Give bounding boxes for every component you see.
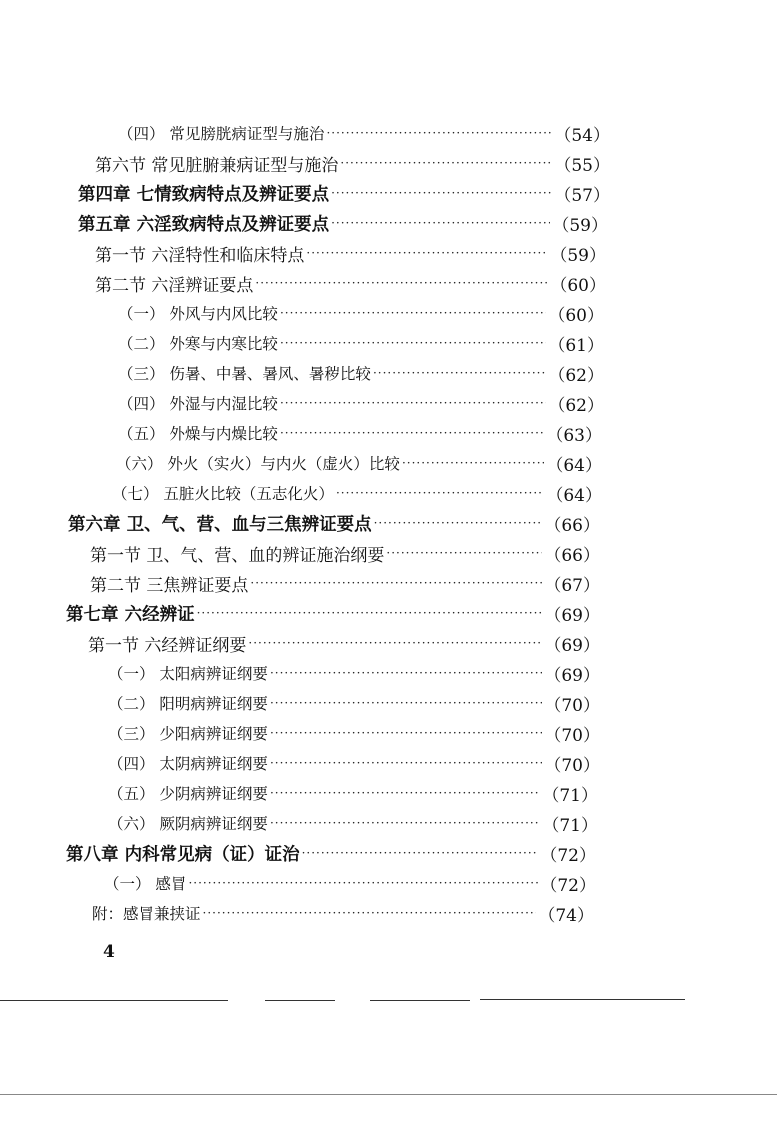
toc-entry-page: （62） [548, 365, 604, 386]
dot-leader [306, 245, 548, 261]
toc-entry-label: （二） 阳明病辨证纲要 [108, 695, 268, 713]
toc-entry-page: （72） [540, 875, 596, 896]
table-of-contents [0, 118, 777, 928]
dot-leader [255, 275, 548, 291]
toc-entry-label: （一） 感冒 [104, 875, 187, 893]
toc-entry [0, 718, 600, 748]
toc-entry-page: （60） [548, 305, 604, 326]
toc-entry [0, 208, 608, 238]
toc-entry [0, 148, 610, 178]
toc-entry-label: （五） 少阴病辨证纲要 [108, 785, 268, 803]
dot-leader [340, 155, 552, 171]
toc-entry [0, 748, 600, 778]
toc-entry-page: （70） [544, 725, 600, 746]
toc-entry-page: （55） [554, 155, 610, 176]
dot-leader [270, 665, 542, 681]
toc-entry-page: （66） [544, 545, 600, 566]
dot-leader [302, 845, 539, 861]
dot-leader [280, 335, 546, 351]
toc-entry [0, 808, 598, 838]
toc-entry [0, 628, 600, 658]
toc-entry-label: 第一节 卫、气、营、血的辨证施治纲要 [90, 545, 385, 566]
toc-entry-label: （五） 外燥与内燥比较 [118, 425, 278, 443]
toc-entry-label: 第七章 六经辨证 [66, 604, 195, 625]
scan-rule-1 [0, 1000, 228, 1001]
scan-rule-bottom [0, 1094, 777, 1095]
toc-entry-page: （71） [542, 815, 598, 836]
toc-entry-label: （二） 外寒与内寒比较 [118, 335, 278, 353]
dot-leader [331, 185, 552, 201]
dot-leader [374, 515, 543, 531]
toc-entry-label: （三） 伤暑、中暑、暑风、暑秽比较 [118, 365, 371, 383]
dot-leader [270, 815, 540, 831]
toc-entry-page: （69） [544, 665, 600, 686]
toc-entry-label: （四） 外湿与内湿比较 [118, 395, 278, 413]
dot-leader [386, 545, 542, 561]
toc-entry-page: （67） [544, 575, 600, 596]
toc-entry-page: （69） [544, 635, 600, 656]
toc-entry-page: （60） [550, 275, 606, 296]
toc-entry [0, 568, 600, 598]
dot-leader [203, 905, 537, 921]
toc-entry-label: 第六节 常见脏腑兼病证型与施治 [95, 155, 339, 176]
toc-entry [0, 238, 606, 268]
toc-entry-label: 第二节 六淫辨证要点 [95, 275, 254, 296]
toc-entry [0, 508, 600, 538]
toc-entry-page: （57） [554, 185, 610, 206]
toc-entry-page: （69） [544, 605, 600, 626]
scan-rule-3 [370, 1000, 470, 1001]
toc-entry [0, 448, 602, 478]
toc-entry-label: （一） 太阳病辨证纲要 [108, 665, 268, 683]
toc-entry [0, 268, 606, 298]
toc-entry-page: （64） [546, 485, 602, 506]
toc-entry-page: （59） [550, 245, 606, 266]
toc-entry [0, 658, 600, 688]
dot-leader [326, 125, 552, 141]
toc-entry-page: （70） [544, 755, 600, 776]
toc-entry [0, 118, 610, 148]
toc-entry [0, 418, 602, 448]
dot-leader [280, 425, 544, 441]
dot-leader [270, 695, 542, 711]
dot-leader [373, 365, 546, 381]
toc-entry-label: 第一节 六经辨证纲要 [88, 635, 247, 656]
toc-entry [0, 778, 598, 808]
toc-entry-label: （六） 外火（实火）与内火（虚火）比较 [116, 455, 400, 473]
dot-leader [402, 455, 544, 471]
toc-entry-page: （66） [544, 515, 600, 536]
toc-entry-label: （四） 太阴病辨证纲要 [108, 755, 268, 773]
dot-leader [336, 485, 544, 501]
toc-entry [0, 478, 602, 508]
toc-entry-label: （一） 外风与内风比较 [118, 305, 278, 323]
toc-entry [0, 868, 596, 898]
toc-entry-label: （六） 厥阴病辨证纲要 [108, 815, 268, 833]
dot-leader [188, 875, 538, 891]
toc-entry-page: （59） [552, 215, 608, 236]
toc-entry-label: 第六章 卫、气、营、血与三焦辨证要点 [68, 514, 372, 535]
toc-entry-label: （四） 常见膀胱病证型与施治 [118, 125, 325, 143]
toc-entry-label: 第八章 内科常见病（证）证治 [66, 844, 300, 865]
page-number: 4 [103, 942, 115, 962]
toc-entry-page: （54） [554, 125, 610, 146]
toc-entry-label: 附：感冒兼挟证 [92, 905, 201, 923]
toc-entry [0, 688, 600, 718]
toc-entry-label: 第二节 三焦辨证要点 [90, 575, 249, 596]
toc-entry-label: 第四章 七情致病特点及辨证要点 [78, 184, 330, 205]
toc-entry [0, 298, 604, 328]
toc-entry-page: （70） [544, 695, 600, 716]
scan-rule-2 [265, 1000, 335, 1001]
toc-entry-page: （72） [540, 845, 596, 866]
scan-rule-4 [480, 999, 685, 1000]
dot-leader [331, 215, 550, 231]
toc-entry-page: （61） [548, 335, 604, 356]
dot-leader [280, 305, 546, 321]
dot-leader [248, 635, 542, 651]
dot-leader [270, 785, 540, 801]
toc-entry [0, 388, 604, 418]
toc-entry-label: 第一节 六淫特性和临床特点 [95, 245, 305, 266]
toc-entry-page: （64） [546, 455, 602, 476]
toc-entry-page: （71） [542, 785, 598, 806]
toc-entry-page: （74） [538, 905, 594, 926]
dot-leader [280, 395, 546, 411]
dot-leader [197, 605, 543, 621]
toc-entry [0, 838, 596, 868]
dot-leader [250, 575, 542, 591]
toc-entry-label: （三） 少阳病辨证纲要 [108, 725, 268, 743]
dot-leader [270, 755, 542, 771]
toc-entry-label: 第五章 六淫致病特点及辨证要点 [78, 214, 330, 235]
dot-leader [270, 725, 542, 741]
toc-entry [0, 898, 594, 928]
toc-entry [0, 538, 600, 568]
toc-entry [0, 178, 610, 208]
toc-entry [0, 358, 604, 388]
toc-entry-page: （63） [546, 425, 602, 446]
toc-entry-label: （七） 五脏火比较（五志化火） [112, 485, 334, 503]
toc-entry-page: （62） [548, 395, 604, 416]
toc-entry [0, 598, 600, 628]
toc-entry [0, 328, 604, 358]
